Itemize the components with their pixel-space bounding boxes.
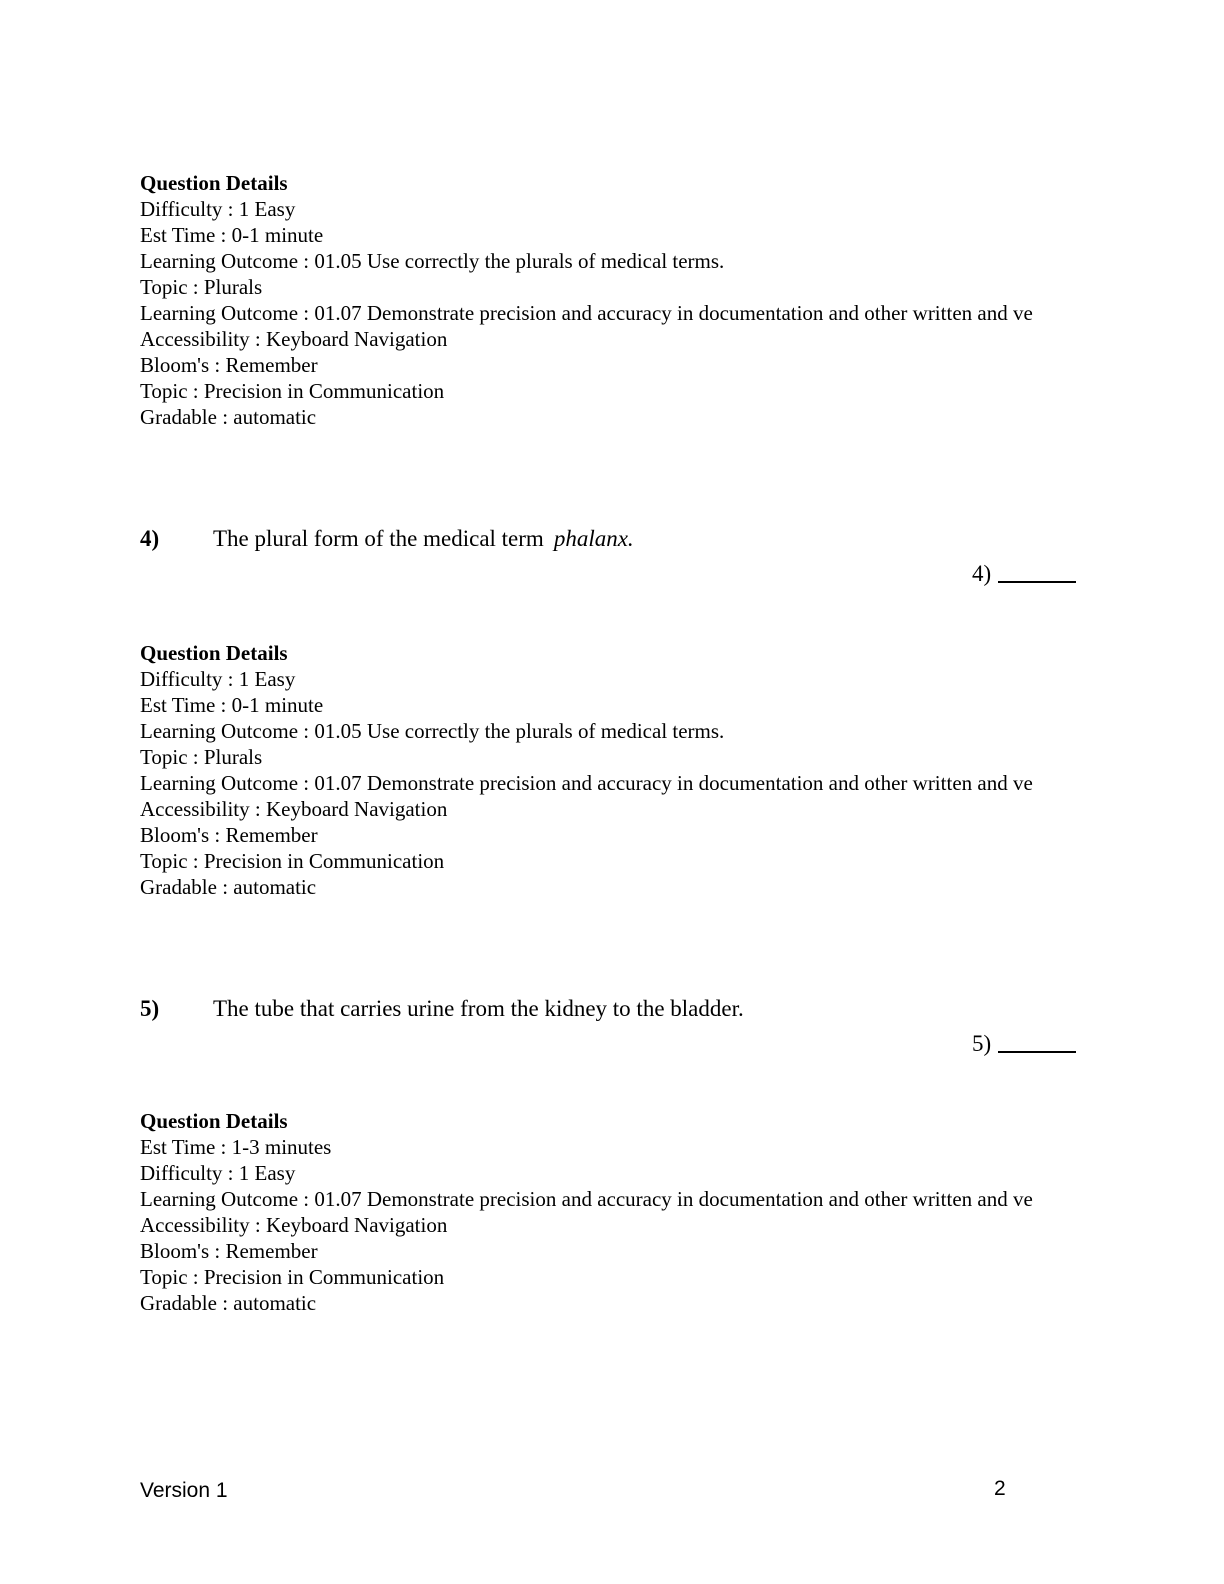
question-4-italic-term: phalanx.	[553, 526, 634, 551]
footer-version-label: Version 1	[140, 1479, 228, 1502]
detail-line-blooms: Bloom's : Remember	[140, 353, 318, 377]
answer-4-blank	[998, 576, 1076, 583]
answer-4-number: 4)	[972, 561, 992, 586]
detail-line-difficulty: Difficulty : 1 Easy	[140, 667, 296, 691]
question-details-title: Question Details	[140, 1109, 288, 1133]
detail-line-accessibility: Accessibility : Keyboard Navigation	[140, 327, 448, 351]
detail-line-learning-outcome-0105: Learning Outcome : 01.05 Use correctly the plurals of medical terms.	[140, 249, 725, 273]
question-details-block-3	[140, 1108, 1040, 1316]
detail-line-est-time: Est Time : 1-3 minutes	[140, 1135, 332, 1159]
question-5-text: The tube that carries urine from the kidney to the bladder.	[213, 996, 744, 1021]
detail-line-topic-plurals: Topic : Plurals	[140, 745, 263, 769]
detail-line-blooms: Bloom's : Remember	[140, 823, 318, 847]
detail-line-learning-outcome-0107: Learning Outcome : 01.07 Demonstrate precision and accuracy in documentation and other written and ve	[140, 1187, 1033, 1211]
question-4-row	[140, 524, 1080, 554]
question-details-block-2	[140, 640, 1040, 900]
detail-line-difficulty: Difficulty : 1 Easy	[140, 1161, 296, 1185]
detail-line-difficulty: Difficulty : 1 Easy	[140, 197, 296, 221]
question-details-block-1	[140, 170, 1040, 430]
detail-line-blooms: Bloom's : Remember	[140, 1239, 318, 1263]
question-details-title: Question Details	[140, 641, 288, 665]
detail-line-gradable: Gradable : automatic	[140, 405, 317, 429]
question-5-row	[140, 994, 1080, 1024]
answer-5-number: 5)	[972, 1031, 992, 1056]
detail-line-accessibility: Accessibility : Keyboard Navigation	[140, 1213, 448, 1237]
detail-line-topic-precision: Topic : Precision in Communication	[140, 849, 445, 873]
detail-line-topic-precision: Topic : Precision in Communication	[140, 1265, 445, 1289]
detail-line-gradable: Gradable : automatic	[140, 875, 317, 899]
question-4-number: 4)	[140, 526, 160, 551]
detail-line-est-time: Est Time : 0-1 minute	[140, 693, 324, 717]
footer-page-number: 2	[994, 1477, 1006, 1500]
detail-line-learning-outcome-0107: Learning Outcome : 01.07 Demonstrate precision and accuracy in documentation and other written and ve	[140, 771, 1033, 795]
detail-line-learning-outcome-0107: Learning Outcome : 01.07 Demonstrate precision and accuracy in documentation and other written and ve	[140, 301, 1033, 325]
answer-5-row	[972, 1029, 1076, 1059]
answer-4-row	[972, 559, 1076, 589]
detail-line-accessibility: Accessibility : Keyboard Navigation	[140, 797, 448, 821]
question-4-text: The plural form of the medical term	[213, 526, 544, 551]
question-5-number: 5)	[140, 996, 160, 1021]
detail-line-topic-plurals: Topic : Plurals	[140, 275, 263, 299]
detail-line-topic-precision: Topic : Precision in Communication	[140, 379, 445, 403]
detail-line-gradable: Gradable : automatic	[140, 1291, 317, 1315]
detail-line-learning-outcome-0105: Learning Outcome : 01.05 Use correctly the plurals of medical terms.	[140, 719, 725, 743]
question-details-title: Question Details	[140, 171, 288, 195]
detail-line-est-time: Est Time : 0-1 minute	[140, 223, 324, 247]
answer-5-blank	[998, 1046, 1076, 1053]
